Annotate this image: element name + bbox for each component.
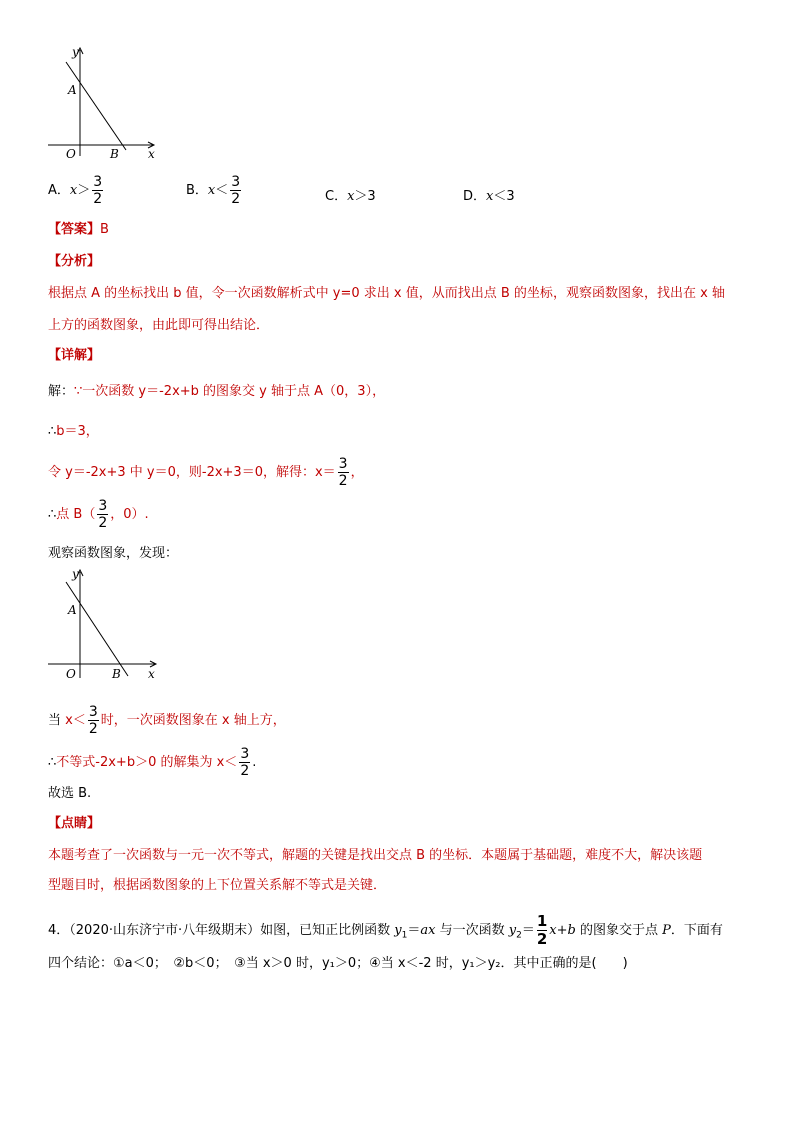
detail-line-4 bbox=[48, 498, 149, 531]
option-c-var: x bbox=[347, 189, 355, 204]
q4-xb: x+b bbox=[549, 923, 576, 938]
detail-line-1 bbox=[48, 382, 385, 402]
function-graph-2 bbox=[44, 566, 164, 690]
q4-y2: y bbox=[508, 923, 517, 938]
option-d-prefix: D． bbox=[463, 189, 487, 204]
point-b-label: B bbox=[112, 667, 121, 681]
detail-l6-fraction: $\frac{3}{2}$ bbox=[88, 704, 98, 737]
option-a[interactable] bbox=[48, 174, 105, 207]
q4-eq1: ＝ bbox=[407, 923, 421, 938]
option-a-fraction: $\frac{3}{2}$ bbox=[93, 174, 103, 207]
q4-p: P bbox=[662, 923, 671, 938]
detail-l7-fraction: $\frac{3}{2}$ bbox=[240, 746, 250, 779]
detail-l1-prefix: 解： bbox=[48, 384, 75, 399]
option-b-prefix: B． bbox=[186, 183, 208, 198]
point-a-label: A bbox=[68, 603, 77, 617]
option-b[interactable] bbox=[186, 174, 243, 207]
question-4-line-2: 四个结论：①a＜0； ②b＜0； ③当 x＞0 时，y₁＞0；④当 x＜-2 时，y₁＞y₂．其中正确的是( ) bbox=[48, 956, 628, 971]
detail-l4-fraction: $\frac{3}{2}$ bbox=[98, 498, 108, 531]
detail-l7-tail: . bbox=[252, 755, 257, 770]
answer-line bbox=[48, 220, 109, 240]
q4-end1: 的图象交于点 bbox=[575, 923, 663, 938]
q4-y1: y bbox=[394, 923, 402, 938]
function-line bbox=[66, 62, 126, 150]
option-a-var: x bbox=[69, 183, 78, 198]
option-a-op: ＞ bbox=[77, 183, 91, 198]
option-b-var: x bbox=[207, 183, 216, 198]
option-d-text: ＜3 bbox=[493, 189, 515, 204]
q4-sub2: 2 bbox=[516, 930, 522, 941]
detail-line-7 bbox=[48, 746, 256, 779]
y-axis-label: y bbox=[72, 567, 79, 581]
option-b-fraction: $\frac{3}{2}$ bbox=[231, 174, 241, 207]
origin-label: O bbox=[66, 147, 76, 161]
q4-sub1: 1 bbox=[401, 930, 408, 941]
detail-tag: 【详解】 bbox=[48, 348, 101, 363]
point-b-label: B bbox=[110, 147, 119, 161]
comment-tag: 【点睛】 bbox=[48, 816, 101, 831]
q4-mid: 与一次函数 bbox=[435, 923, 509, 938]
function-line bbox=[66, 582, 128, 676]
comment-line-1: 本题考查了一次函数与一元一次不等式，解题的关键是找出交点 B 的坐标．本题属于基础题，难度不大，解决该题 bbox=[48, 848, 703, 863]
analysis-line-1: 根据点 A 的坐标找出 b 值，令一次函数解析式中 y=0 求出 x 值，从而找出点 B 的坐标，观察函数图象，找出在 x 轴 bbox=[48, 286, 725, 301]
q4-ax: ax bbox=[420, 923, 436, 938]
answer-tag: 【答案】 bbox=[48, 222, 101, 237]
q4-intro: 4．（2020·山东济宁市·八年级期末）如图，已知正比例函数 bbox=[48, 923, 395, 938]
q4-eq2: ＝ bbox=[521, 923, 535, 938]
detail-line-6 bbox=[48, 704, 286, 737]
origin-label: O bbox=[66, 667, 76, 681]
comment-line-2: 型题目时，根据函数图象的上下位置关系解不等式是关键． bbox=[48, 878, 387, 893]
detail-l2-prefix: ∴ bbox=[48, 424, 57, 439]
answer-value: B bbox=[100, 222, 109, 237]
detail-l6-prefix: 当 bbox=[48, 713, 66, 728]
detail-line-2 bbox=[48, 422, 99, 442]
detail-l4-prefix: ∴ bbox=[48, 507, 57, 522]
point-a-label: A bbox=[68, 83, 77, 97]
option-d[interactable] bbox=[463, 185, 515, 204]
detail-l4-tail: ，0）. bbox=[110, 507, 149, 522]
detail-l6-tail: 时，一次函数图象在 x 轴上方， bbox=[100, 713, 286, 728]
detail-l3-fraction: $\frac{3}{2}$ bbox=[338, 456, 348, 489]
detail-line-3 bbox=[48, 456, 364, 489]
analysis-line-2: 上方的函数图象，由此即可得出结论． bbox=[48, 318, 270, 333]
q4-fraction: $\frac{1}{2}$ bbox=[536, 912, 548, 948]
detail-line-8: 故选 B. bbox=[48, 786, 92, 801]
option-d-var: x bbox=[486, 189, 494, 204]
analysis-tag: 【分析】 bbox=[48, 254, 101, 269]
option-c-prefix: C． bbox=[325, 189, 348, 204]
option-c[interactable] bbox=[325, 185, 376, 204]
detail-l4-text: 点 B（ bbox=[56, 507, 96, 522]
x-axis-label: x bbox=[148, 667, 155, 681]
option-c-text: ＞3 bbox=[354, 189, 376, 204]
option-a-prefix: A． bbox=[48, 183, 70, 198]
detail-l3-text: 令 y＝-2x+3 中 y＝0，则-2x+3＝0，解得：x＝ bbox=[48, 465, 336, 480]
detail-l2-text: b＝3， bbox=[56, 424, 99, 439]
q4-end2: ．下面有 bbox=[670, 923, 723, 938]
detail-l7-text: 不等式-2x+b＞0 的解集为 x＜ bbox=[56, 755, 238, 770]
detail-l6-text: x＜ bbox=[65, 713, 86, 728]
detail-l7-prefix: ∴ bbox=[48, 755, 57, 770]
function-graph-1 bbox=[44, 44, 164, 164]
option-b-op: ＜ bbox=[215, 183, 229, 198]
x-axis-label: x bbox=[148, 147, 155, 161]
detail-l1-text: ∵一次函数 y＝-2x+b 的图象交 y 轴于点 A（0，3）， bbox=[74, 384, 386, 399]
detail-line-5: 观察函数图象，发现： bbox=[48, 546, 179, 561]
question-4-line-1 bbox=[48, 913, 723, 948]
detail-l3-tail: ， bbox=[350, 465, 364, 480]
y-axis-label: y bbox=[72, 45, 79, 59]
